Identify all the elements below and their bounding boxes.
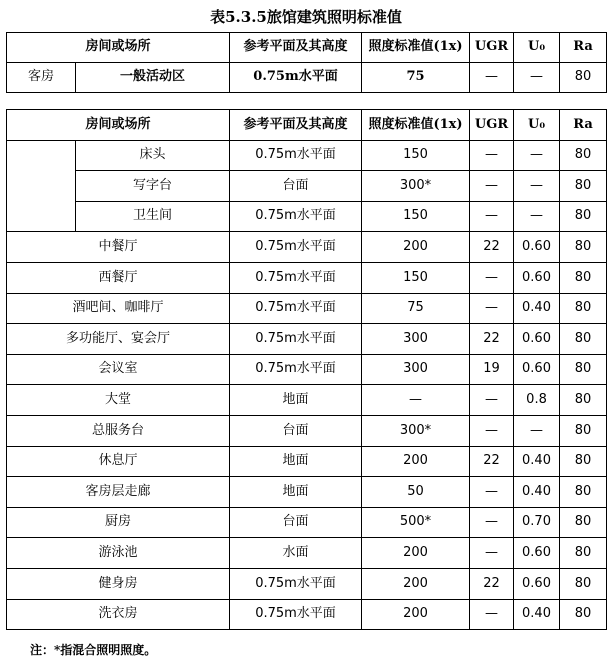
header-plane: 参考平面及其高度 bbox=[230, 33, 362, 63]
uo-cell: 0.8 bbox=[514, 385, 560, 416]
lux-cell: 200 bbox=[362, 599, 470, 630]
ugr-cell: 19 bbox=[470, 354, 514, 385]
room-cell: 大堂 bbox=[7, 385, 230, 416]
lux-cell: 150 bbox=[362, 262, 470, 293]
uo-cell: 0.60 bbox=[514, 568, 560, 599]
plane-cell: 台面 bbox=[230, 507, 362, 538]
lux-cell: 75 bbox=[362, 63, 470, 93]
room-cell: 健身房 bbox=[7, 568, 230, 599]
ugr-cell: 22 bbox=[470, 232, 514, 263]
ra-cell: 80 bbox=[560, 415, 607, 446]
plane-cell: 0.75m水平面 bbox=[230, 63, 362, 93]
sub-cell: 一般活动区 bbox=[76, 63, 230, 93]
uo-cell: 0.60 bbox=[514, 354, 560, 385]
header-ugr: UGR bbox=[470, 33, 514, 63]
lux-cell: 200 bbox=[362, 446, 470, 477]
ra-cell: 80 bbox=[560, 262, 607, 293]
uo-cell: — bbox=[514, 201, 560, 232]
plane-cell: 地面 bbox=[230, 385, 362, 416]
ugr-cell: — bbox=[470, 507, 514, 538]
header-ra: Ra bbox=[560, 33, 607, 63]
lux-cell: 500* bbox=[362, 507, 470, 538]
room-cell: 客房层走廊 bbox=[7, 477, 230, 508]
uo-cell: 0.60 bbox=[514, 538, 560, 569]
plane-cell: 水面 bbox=[230, 538, 362, 569]
ra-cell: 80 bbox=[560, 232, 607, 263]
room-cell: 卫生间 bbox=[76, 201, 230, 232]
table-row bbox=[7, 446, 607, 477]
ugr-cell: — bbox=[470, 171, 514, 202]
uo-cell: 0.70 bbox=[514, 507, 560, 538]
ugr-cell: — bbox=[470, 538, 514, 569]
uo-cell: 0.40 bbox=[514, 599, 560, 630]
ugr-cell: — bbox=[470, 385, 514, 416]
table-row bbox=[7, 385, 607, 416]
ugr-cell: — bbox=[470, 63, 514, 93]
lux-cell: 150 bbox=[362, 201, 470, 232]
header-uo: U₀ bbox=[514, 110, 560, 141]
table-row bbox=[7, 599, 607, 630]
lux-cell: 300* bbox=[362, 171, 470, 202]
plane-cell: 0.75m水平面 bbox=[230, 232, 362, 263]
room-cell: 西餐厅 bbox=[7, 262, 230, 293]
plane-cell: 0.75m水平面 bbox=[230, 201, 362, 232]
table-row bbox=[7, 293, 607, 324]
table-row bbox=[7, 262, 607, 293]
ra-cell: 80 bbox=[560, 354, 607, 385]
uo-cell: — bbox=[514, 171, 560, 202]
uo-cell: 0.40 bbox=[514, 293, 560, 324]
plane-cell: 0.75m水平面 bbox=[230, 568, 362, 599]
ra-cell: 80 bbox=[560, 446, 607, 477]
room-cell: 游泳池 bbox=[7, 538, 230, 569]
lux-cell: 75 bbox=[362, 293, 470, 324]
table-row bbox=[7, 354, 607, 385]
ugr-cell: 22 bbox=[470, 446, 514, 477]
lux-cell: 50 bbox=[362, 477, 470, 508]
room-cell: 中餐厅 bbox=[7, 232, 230, 263]
ugr-cell: 22 bbox=[470, 324, 514, 355]
plane-cell: 0.75m水平面 bbox=[230, 140, 362, 171]
ra-cell: 80 bbox=[560, 385, 607, 416]
table-row bbox=[7, 140, 607, 171]
table-row bbox=[7, 477, 607, 508]
header-ra: Ra bbox=[560, 110, 607, 141]
ra-cell: 80 bbox=[560, 477, 607, 508]
table-row bbox=[7, 63, 607, 93]
ugr-cell: — bbox=[470, 477, 514, 508]
table-row bbox=[7, 507, 607, 538]
table-row bbox=[7, 171, 607, 202]
ugr-cell: — bbox=[470, 599, 514, 630]
table-row bbox=[7, 324, 607, 355]
group-cell-empty bbox=[7, 140, 76, 232]
room-cell: 多功能厅、宴会厅 bbox=[7, 324, 230, 355]
room-cell: 酒吧间、咖啡厅 bbox=[7, 293, 230, 324]
table-row bbox=[7, 568, 607, 599]
plane-cell: 0.75m水平面 bbox=[230, 599, 362, 630]
main-table bbox=[6, 109, 607, 630]
table-row bbox=[7, 415, 607, 446]
uo-cell: — bbox=[514, 140, 560, 171]
plane-cell: 0.75m水平面 bbox=[230, 324, 362, 355]
ra-cell: 80 bbox=[560, 599, 607, 630]
room-cell: 洗衣房 bbox=[7, 599, 230, 630]
ra-cell: 80 bbox=[560, 538, 607, 569]
plane-cell: 台面 bbox=[230, 171, 362, 202]
uo-cell: 0.60 bbox=[514, 324, 560, 355]
uo-cell: 0.60 bbox=[514, 262, 560, 293]
ra-cell: 80 bbox=[560, 568, 607, 599]
uo-cell: — bbox=[514, 415, 560, 446]
uo-cell: 0.40 bbox=[514, 477, 560, 508]
plane-cell: 0.75m水平面 bbox=[230, 262, 362, 293]
table-row bbox=[7, 538, 607, 569]
ra-cell: 80 bbox=[560, 293, 607, 324]
plane-cell: 地面 bbox=[230, 446, 362, 477]
room-cell: 会议室 bbox=[7, 354, 230, 385]
header-lux: 照度标准值(1x) bbox=[362, 110, 470, 141]
ugr-cell: — bbox=[470, 140, 514, 171]
ugr-cell: — bbox=[470, 201, 514, 232]
header-lux: 照度标准值(1x) bbox=[362, 33, 470, 63]
ugr-cell: — bbox=[470, 262, 514, 293]
group-cell: 客房 bbox=[7, 63, 76, 93]
ugr-cell: 22 bbox=[470, 568, 514, 599]
lux-cell: — bbox=[362, 385, 470, 416]
ra-cell: 80 bbox=[560, 201, 607, 232]
lux-cell: 200 bbox=[362, 538, 470, 569]
room-cell: 总服务台 bbox=[7, 415, 230, 446]
lux-cell: 300* bbox=[362, 415, 470, 446]
plane-cell: 台面 bbox=[230, 415, 362, 446]
room-cell: 厨房 bbox=[7, 507, 230, 538]
header-room: 房间或场所 bbox=[7, 110, 230, 141]
summary-table bbox=[6, 32, 607, 93]
plane-cell: 0.75m水平面 bbox=[230, 354, 362, 385]
header-row bbox=[7, 33, 607, 63]
ra-cell: 80 bbox=[560, 324, 607, 355]
header-uo: U₀ bbox=[514, 33, 560, 63]
header-plane: 参考平面及其高度 bbox=[230, 110, 362, 141]
lux-cell: 200 bbox=[362, 568, 470, 599]
table-title: 表5.3.5旅馆建筑照明标准值 bbox=[210, 8, 402, 26]
lux-cell: 200 bbox=[362, 232, 470, 263]
room-cell: 床头 bbox=[76, 140, 230, 171]
ugr-cell: — bbox=[470, 293, 514, 324]
ra-cell: 80 bbox=[560, 507, 607, 538]
ugr-cell: — bbox=[470, 415, 514, 446]
room-cell: 写字台 bbox=[76, 171, 230, 202]
lux-cell: 300 bbox=[362, 324, 470, 355]
ra-cell: 80 bbox=[560, 63, 607, 93]
header-row bbox=[7, 110, 607, 141]
room-cell: 休息厅 bbox=[7, 446, 230, 477]
uo-cell: 0.60 bbox=[514, 232, 560, 263]
ra-cell: 80 bbox=[560, 140, 607, 171]
header-room: 房间或场所 bbox=[7, 33, 230, 63]
table-row bbox=[7, 201, 607, 232]
header-ugr: UGR bbox=[470, 110, 514, 141]
lux-cell: 150 bbox=[362, 140, 470, 171]
table-row bbox=[7, 232, 607, 263]
plane-cell: 0.75m水平面 bbox=[230, 293, 362, 324]
footnote: 注：*指混合照明照度。 bbox=[30, 643, 157, 657]
lux-cell: 300 bbox=[362, 354, 470, 385]
ra-cell: 80 bbox=[560, 171, 607, 202]
uo-cell: — bbox=[514, 63, 560, 93]
uo-cell: 0.40 bbox=[514, 446, 560, 477]
plane-cell: 地面 bbox=[230, 477, 362, 508]
